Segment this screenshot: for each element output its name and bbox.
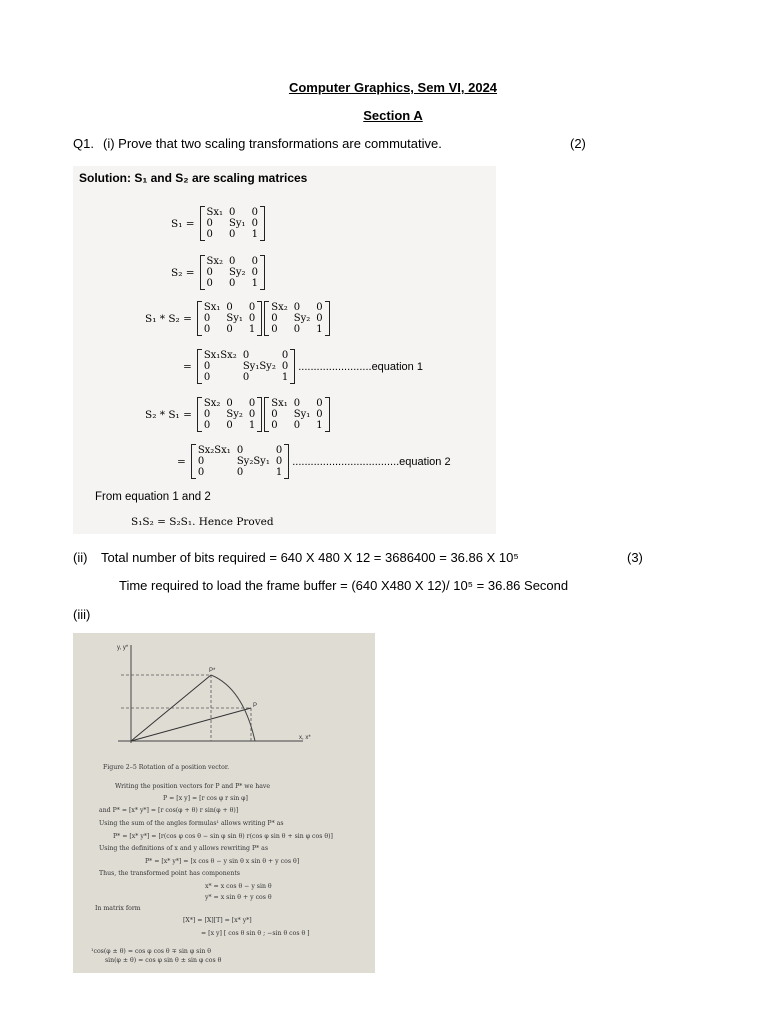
cell: Sx₁	[203, 302, 221, 313]
cell: Sx₁	[271, 398, 288, 409]
cell: Sy₂	[229, 267, 246, 278]
matrix-eq1	[197, 349, 295, 384]
cell: 0	[275, 445, 283, 456]
photo-line: and P* = [x* y*] = [r cos(φ + θ) r sin(φ + θ)]	[99, 807, 239, 814]
cell: 0	[197, 456, 205, 467]
cell: 0	[271, 420, 278, 431]
cell: Sy₁	[226, 313, 243, 324]
cell: 0	[293, 398, 301, 409]
cell: 0	[203, 372, 211, 383]
cell: 0	[226, 302, 233, 313]
cell: 0	[242, 350, 250, 361]
cell: 1	[251, 229, 258, 240]
axis-x-label: x, x*	[299, 735, 311, 741]
cell: Sx₂	[203, 398, 221, 409]
matrix-s2-row	[171, 255, 266, 290]
product-s2s1-row	[145, 397, 331, 432]
photo-line: In matrix form	[95, 905, 141, 912]
matrix-table	[268, 302, 325, 335]
from-equations-text: From equation 1 and 2	[95, 491, 211, 503]
part-iii-label: (iii)	[73, 607, 91, 622]
marks-part-ii: (3)	[627, 550, 643, 565]
textbook-photo	[73, 633, 375, 973]
question-1-label: Q1.	[73, 136, 94, 151]
matrix-table	[268, 398, 325, 431]
cell: 0	[248, 313, 256, 324]
axis-y-label: y, y*	[117, 645, 129, 651]
cell: 1	[316, 420, 323, 431]
cell: 0	[275, 456, 283, 467]
cell: Sy₁Sy₂	[242, 361, 276, 372]
matrix-eq2	[191, 444, 289, 479]
cell: 0	[281, 350, 289, 361]
marks-part-i: (2)	[570, 136, 586, 151]
cell: Sy₁	[229, 218, 246, 229]
cell: 0	[236, 467, 244, 478]
cell: 0	[203, 409, 211, 420]
point-p-label: P	[253, 703, 258, 709]
photo-line: P = [x y] = [r cos φ r sin φ]	[163, 795, 248, 802]
cell: 1	[316, 324, 323, 335]
cell: Sx₁Sx₂	[203, 350, 237, 361]
photo-line: Using the sum of the angles formulas¹ allows writing P* as	[99, 820, 284, 827]
cell: 0	[203, 324, 211, 335]
cell: 0	[203, 361, 211, 372]
photo-line: x* = x cos θ − y sin θ	[205, 883, 272, 890]
matrix-s2s1-right	[264, 397, 329, 432]
cell: 0	[316, 398, 323, 409]
cell: 0	[281, 361, 289, 372]
cell: 0	[271, 409, 278, 420]
cell: 0	[226, 420, 233, 431]
frame-buffer-time-text: Time required to load the frame buffer = (640 X480 X 12)/ 10⁵ = 36.86 Second	[119, 578, 569, 593]
hence-proved-text: S₁S₂ = S₂S₁. Hence Proved	[131, 516, 274, 528]
cell: 0	[206, 278, 213, 289]
cell: Sy₂Sy₁	[236, 456, 270, 467]
cell: Sx₂	[206, 256, 224, 267]
figure-caption: Figure 2–5 Rotation of a position vector.	[103, 764, 230, 771]
equation-2-label: ...................................equation 2	[292, 455, 451, 468]
cell: 0	[316, 313, 323, 324]
cell: 0	[229, 256, 236, 267]
matrix-s1	[200, 206, 265, 241]
cell: 0	[251, 207, 258, 218]
cell: 0	[293, 324, 301, 335]
cell: 0	[251, 218, 258, 229]
cell: Sy₁	[293, 409, 311, 420]
cell: 0	[271, 324, 278, 335]
cell: Sy₂	[226, 409, 243, 420]
equals-sign: =	[177, 455, 186, 468]
cell: Sx₂	[271, 302, 288, 313]
cell: 0	[248, 398, 256, 409]
cell: 0	[293, 420, 301, 431]
matrix-table	[201, 350, 291, 383]
matrix-table	[201, 398, 258, 431]
cell: 0	[197, 467, 205, 478]
equation-2-row	[177, 444, 451, 479]
photo-line: Thus, the transformed point has components	[99, 870, 240, 877]
photo-footnote: ¹cos(φ ± θ) = cos φ cos θ ∓ sin φ sin θ	[91, 948, 212, 955]
photo-line: P* = [x* y*] = [x cos θ − y sin θ x sin θ + y cos θ]	[145, 858, 300, 865]
cell: 0	[236, 445, 244, 456]
cell: 0	[206, 267, 213, 278]
vector-p	[131, 708, 251, 741]
cell: 0	[251, 256, 258, 267]
s1-label: S₁ =	[171, 217, 195, 230]
s2s1-label: S₂ * S₁ =	[145, 408, 192, 421]
photo-line: = [x y] [ cos θ sin θ ; −sin θ cos θ ]	[201, 930, 310, 937]
cell: 0	[229, 207, 236, 218]
photo-line: y* = x sin θ + y cos θ	[205, 894, 272, 901]
cell: 0	[226, 398, 233, 409]
cell: 1	[281, 372, 289, 383]
equation-1-label: ........................equation 1	[298, 360, 423, 373]
matrix-s2	[200, 255, 265, 290]
part-ii-text: Total number of bits required = 640 X 480 X 12 = 3686400 = 36.86 X 10⁵	[101, 550, 519, 565]
equation-1-row	[183, 349, 423, 384]
cell: 1	[248, 420, 256, 431]
point-pstar-label: P*	[209, 668, 216, 674]
cell: 0	[203, 313, 211, 324]
matrix-s1s2-left	[197, 301, 262, 336]
section-title: Section A	[363, 108, 423, 123]
matrix-s2-table	[204, 256, 261, 289]
solution-image	[73, 166, 496, 534]
cell: 1	[248, 324, 256, 335]
cell: 0	[316, 302, 323, 313]
cell: 1	[275, 467, 283, 478]
equals-sign: =	[183, 360, 192, 373]
cell: 0	[203, 420, 211, 431]
s2-label: S₂ =	[171, 266, 195, 279]
matrix-s1-table	[204, 207, 261, 240]
cell: 0	[271, 313, 278, 324]
photo-footnote: sin(φ ± θ) = cos φ sin θ ± sin φ cos θ	[105, 957, 222, 964]
cell: 0	[242, 372, 250, 383]
course-title: Computer Graphics, Sem VI, 2024	[288, 80, 498, 95]
cell: Sx₁	[206, 207, 224, 218]
photo-line: [X*] = [X][T] = [x* y*]	[183, 917, 252, 924]
part-ii-label: (ii)	[73, 550, 88, 565]
cell: 0	[229, 229, 236, 240]
product-s1s2-row	[145, 301, 331, 336]
matrix-s1-row	[171, 206, 266, 241]
cell: 0	[248, 302, 256, 313]
rotation-diagram	[73, 633, 375, 763]
matrix-table	[201, 302, 258, 335]
photo-line: Using the definitions of x and y allows rewriting P* as	[99, 845, 269, 852]
cell: Sx₂Sx₁	[197, 445, 231, 456]
cell: Sy₂	[293, 313, 311, 324]
cell: 0	[293, 302, 301, 313]
photo-line: P* = [x* y*] = [r(cos φ cos θ − sin φ sin θ) r(cos φ sin θ + sin φ cos θ)]	[113, 833, 333, 840]
cell: 0	[206, 218, 213, 229]
solution-heading: Solution: S₁ and S₂ are scaling matrices	[79, 171, 308, 185]
matrix-s1s2-right	[264, 301, 329, 336]
cell: 0	[206, 229, 213, 240]
photo-line: Writing the position vectors for P and P* we have	[115, 783, 271, 790]
cell: 0	[316, 409, 323, 420]
question-1-part-i: (i) Prove that two scaling transformations are commutative.	[103, 136, 442, 151]
cell: 0	[226, 324, 233, 335]
cell: 0	[251, 267, 258, 278]
matrix-s2s1-left	[197, 397, 262, 432]
cell: 0	[248, 409, 256, 420]
s1s2-label: S₁ * S₂ =	[145, 312, 192, 325]
cell: 0	[229, 278, 236, 289]
matrix-table	[195, 445, 285, 478]
cell: 1	[251, 278, 258, 289]
